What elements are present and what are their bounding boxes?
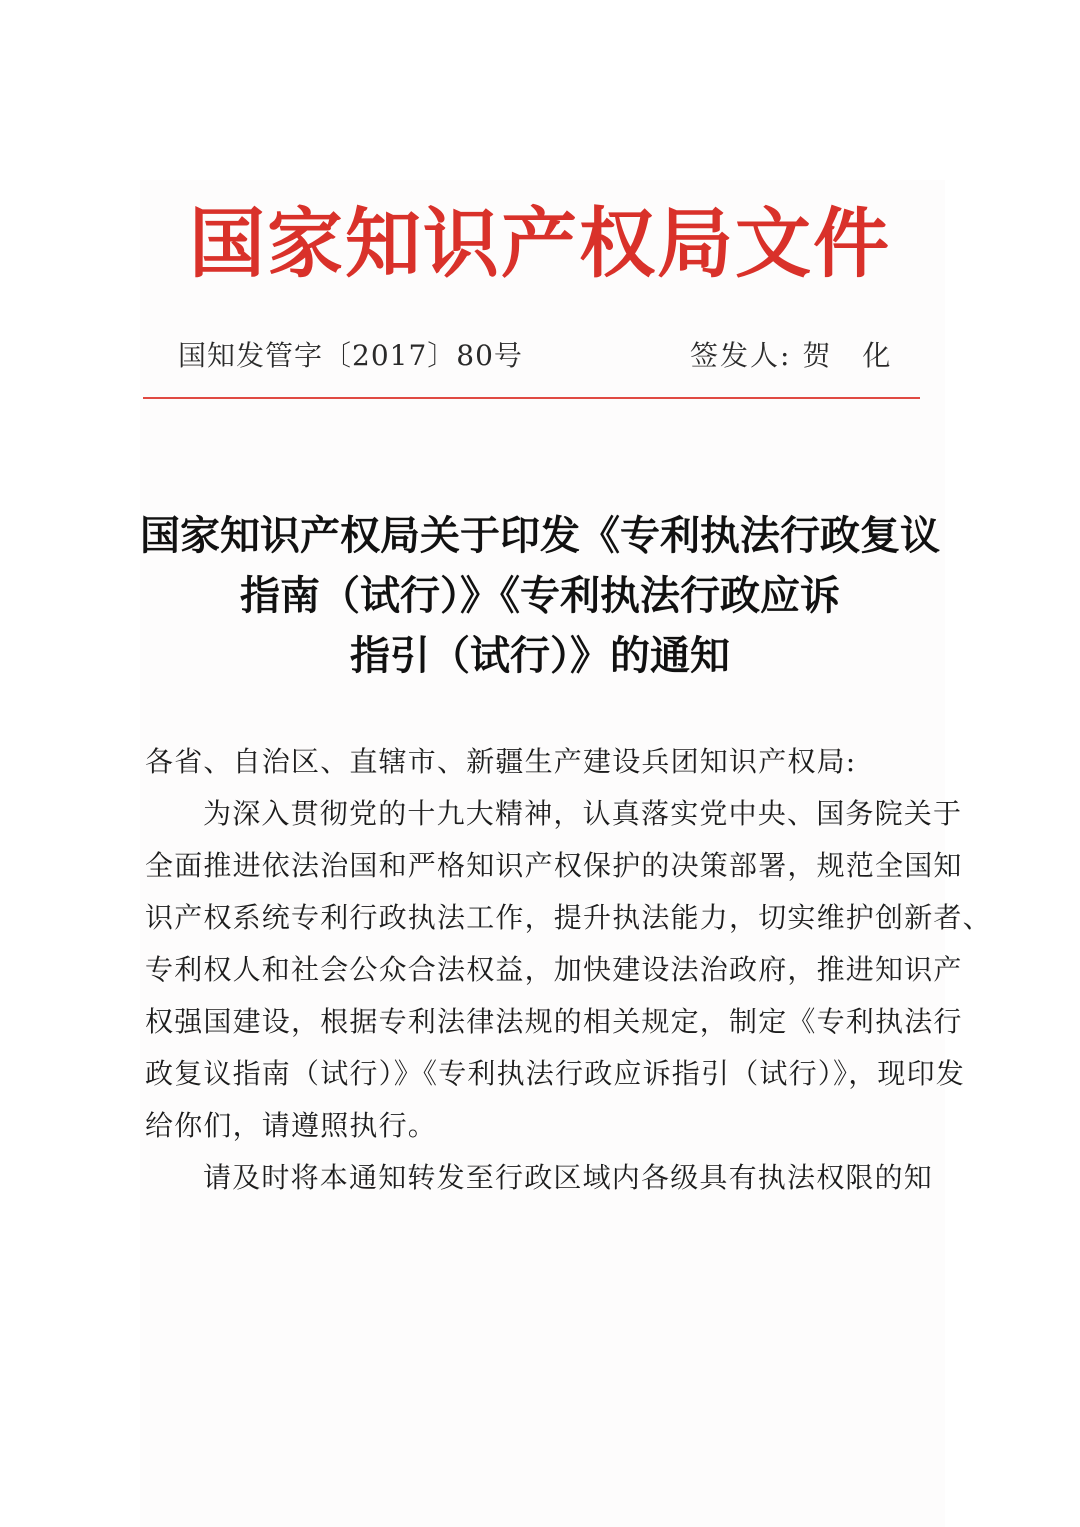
- paragraph-1-line-6: 政复议指南（试行）》《专利执法行政应诉指引（试行）》，现印发: [145, 1057, 966, 1090]
- paragraph-1-line-7: 给你们，请遵照执行。: [145, 1109, 438, 1142]
- document-number: 国知发管字〔2017〕80号: [178, 339, 523, 372]
- issuer-signature-line: 签发人: 贺 化: [690, 339, 893, 372]
- paragraph-1-line-4: 专利权人和社会公众合法权益，加快建设法治政府，推进知识产: [145, 953, 963, 986]
- notice-title-line-3: 指引（试行）》的通知: [350, 632, 730, 679]
- paragraph-2-line-1: 请及时将本通知转发至行政区域内各级具有执法权限的知: [203, 1161, 934, 1194]
- paragraph-1-line-3: 识产权系统专利行政执法工作，提升执法能力，切实维护创新者、: [145, 901, 992, 934]
- notice-title-line-2: 指南（试行）》《专利执法行政应诉: [240, 572, 840, 619]
- paragraph-1-line-1: 为深入贯彻党的十九大精神，认真落实党中央、国务院关于: [203, 797, 963, 830]
- red-divider-line: [143, 397, 920, 399]
- notice-title-line-1: 国家知识产权局关于印发《专利执法行政复议: [140, 512, 940, 559]
- masthead-title: 国家知识产权局文件: [189, 199, 891, 288]
- paragraph-1-line-5: 权强国建设，根据专利法律法规的相关规定，制定《专利执法行: [145, 1005, 963, 1038]
- salutation: 各省、自治区、直辖市、新疆生产建设兵团知识产权局:: [145, 745, 857, 778]
- paragraph-1-line-2: 全面推进依法治国和严格知识产权保护的决策部署，规范全国知: [145, 849, 963, 882]
